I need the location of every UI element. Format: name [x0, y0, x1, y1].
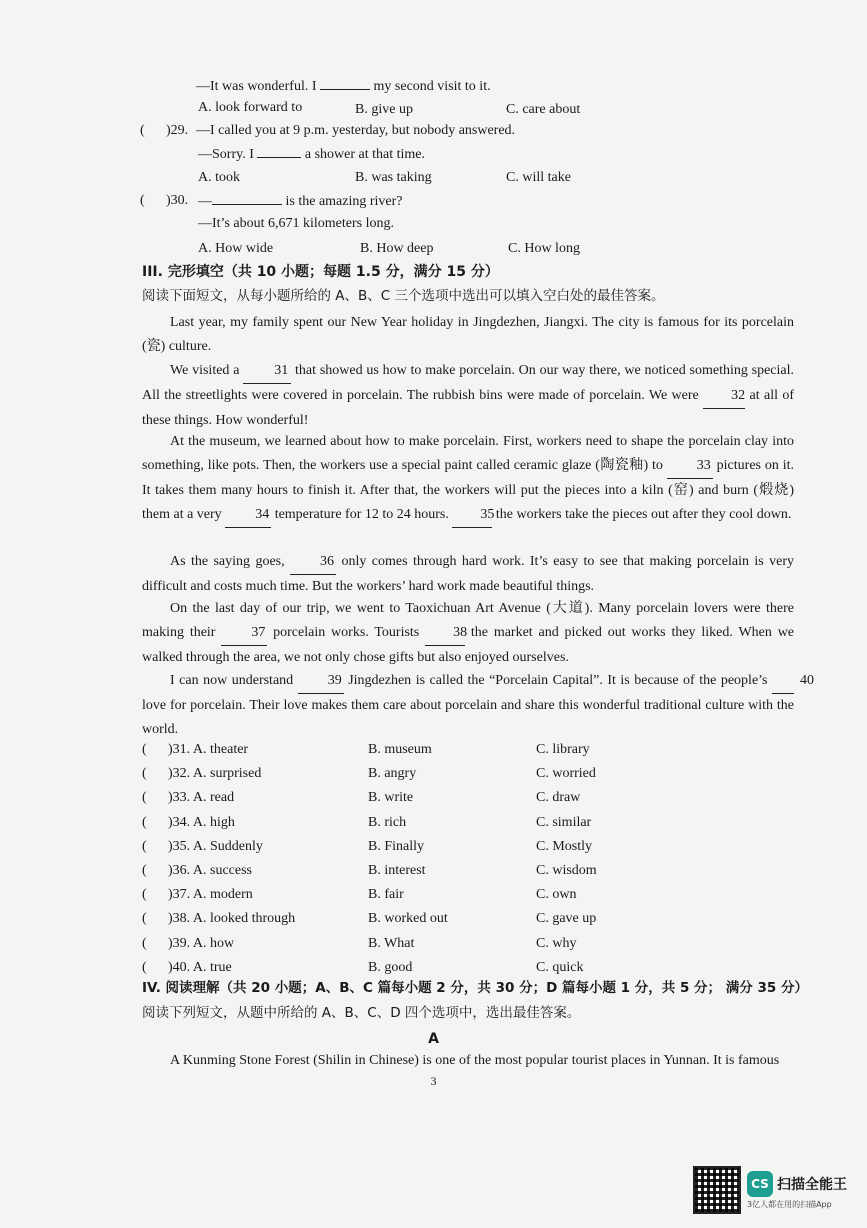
- option-row-paren: (: [142, 936, 147, 951]
- option-row-c: C. gave up: [536, 911, 597, 926]
- p6-c: love for porcelain. Their love makes them care about porcelain and share this wonderful traditional culture with the world.: [142, 698, 794, 737]
- q29-number: )29.: [166, 123, 189, 138]
- q30-option-b: B. How deep: [360, 241, 434, 256]
- option-row-b: B. museum: [368, 742, 432, 757]
- scanner-tagline: 3亿人都在用的扫描App: [747, 1199, 832, 1209]
- q30-paren: (: [140, 193, 145, 208]
- blank-31: 31: [243, 359, 291, 384]
- option-row-a: )35. A. Suddenly: [168, 839, 263, 854]
- option-row-c: C. worried: [536, 766, 596, 781]
- q30-number: )30.: [166, 193, 189, 208]
- option-row-a: )37. A. modern: [168, 887, 253, 902]
- passage-p2: [142, 359, 794, 433]
- option-row-paren: (: [142, 742, 147, 757]
- q30-blank: [212, 204, 282, 205]
- q29-line2-pre: —Sorry. I: [198, 147, 254, 162]
- q30-option-c: C. How long: [508, 241, 580, 256]
- passage-p5: [142, 597, 794, 670]
- option-row-paren: (: [142, 960, 147, 975]
- option-row-a: )34. A. high: [168, 815, 235, 830]
- q29-paren: (: [140, 123, 145, 138]
- option-row-c: C. similar: [536, 815, 592, 830]
- option-row-a: )36. A. success: [168, 863, 252, 878]
- p3-d: the workers take the pieces out after they cool down.: [495, 507, 792, 522]
- q30-line1: [198, 193, 403, 211]
- section3-instruction: 阅读下面短文，从每小题所给的 A、B、C 三个选项中选出可以填入空白处的最佳答案。: [142, 288, 665, 304]
- p2-a: We visited a: [170, 363, 240, 378]
- option-row-b: B. write: [368, 790, 414, 805]
- passage-a-first-line: A Kunming Stone Forest (Shilin in Chinese) is one of the most popular tourist places in Yunnan. It is famous: [170, 1053, 780, 1068]
- q28-blank: [320, 89, 370, 90]
- p5-b: porcelain works. Tourists: [273, 625, 420, 640]
- option-row-a: )40. A. true: [168, 960, 232, 975]
- blank-39: 39: [298, 669, 344, 694]
- cs-logo-icon: CS: [747, 1171, 773, 1197]
- page-number: 3: [430, 1074, 437, 1088]
- q30-line1-post: is the amazing river?: [285, 194, 403, 209]
- option-row-b: B. good: [368, 960, 413, 975]
- scanner-brand-block: [747, 1171, 847, 1210]
- section4-instruction: 阅读下列短文，从题中所给的 A、B、C、D 四个选项中，选出最佳答案。: [142, 1005, 581, 1021]
- q29-option-a: A. took: [198, 170, 240, 185]
- scanner-brand-name: 扫描全能王: [777, 1176, 847, 1193]
- option-row-c: C. Mostly: [536, 839, 593, 854]
- option-row-paren: (: [142, 839, 147, 854]
- option-row-b: B. angry: [368, 766, 417, 781]
- option-row-b: B. What: [368, 936, 415, 951]
- q28-option-a: A. look forward to: [198, 100, 303, 115]
- passage-p3: [142, 430, 794, 528]
- scanner-watermark: [693, 1166, 847, 1214]
- q28-dialogue: [196, 78, 491, 96]
- passage-p1-text: Last year, my family spent our New Year holiday in Jingdezhen, Jiangxi. The city is famous for its porcelain (瓷) culture.: [142, 315, 794, 354]
- option-row-paren: (: [142, 790, 147, 805]
- option-row-c: C. wisdom: [536, 863, 597, 878]
- option-row-b: B. Finally: [368, 839, 425, 854]
- blank-38: 38: [425, 621, 465, 646]
- q29-line1: —I called you at 9 p.m. yesterday, but nobody answered.: [196, 123, 516, 138]
- p5-a: On the last day of our trip, we went to Taoxichuan Art Avenue (大道). Many porcelain lovers were there making their: [142, 601, 794, 640]
- option-row-a: )31. A. theater: [168, 742, 249, 757]
- option-row-paren: (: [142, 887, 147, 902]
- q29-option-c: C. will take: [506, 170, 571, 185]
- section3-heading: III. 完形填空（共 10 小题；每题 1.5 分，满分 15 分）: [142, 264, 499, 280]
- option-row-paren: (: [142, 766, 147, 781]
- blank-35: 35: [452, 503, 492, 528]
- p4-b: only comes through hard work. It’s easy to see that making porcelain is very difficult and costs much time. But the workers’ hard work made beautiful things.: [142, 554, 795, 594]
- option-row-paren: (: [142, 863, 147, 878]
- p3-b: pictures on it. It takes them many hours to finish it. After that, the workers will put the pieces into a kiln (窑) and burn (煅烧) them at a very: [142, 458, 795, 522]
- q30-line2: —It’s about 6,671 kilometers long.: [198, 216, 394, 231]
- q29-blank: [257, 157, 301, 158]
- q29-option-b: B. was taking: [355, 170, 432, 185]
- passage-p4: [142, 550, 794, 599]
- blank-37: 37: [221, 621, 267, 646]
- q28-option-b: B. give up: [355, 102, 413, 117]
- option-row-b: B. rich: [368, 815, 407, 830]
- option-row-a: )33. A. read: [168, 790, 235, 805]
- q28-text: —It was wonderful. I: [196, 79, 317, 94]
- section4-heading: IV. 阅读理解（共 20 小题；A、B、C 篇每小题 2 分，共 30 分；D 篇每小题 1 分，共 5 分； 满分 35 分）: [142, 980, 808, 996]
- p4-a: As the saying goes,: [170, 554, 285, 569]
- option-row-b: B. interest: [368, 863, 426, 878]
- option-row-b: B. fair: [368, 887, 404, 902]
- passage-a-label: A: [428, 1031, 439, 1047]
- option-row-b: B. worked out: [368, 911, 448, 926]
- option-row-paren: (: [142, 815, 147, 830]
- option-row-c: C. why: [536, 936, 577, 951]
- option-row-paren: (: [142, 911, 147, 926]
- passage-p1: [142, 311, 794, 359]
- qr-code-icon: [693, 1166, 741, 1214]
- passage-p6: [142, 669, 815, 742]
- p6-a: I can now understand: [170, 673, 294, 688]
- option-row-c: C. quick: [536, 960, 584, 975]
- q29-line2-post: a shower at that time.: [304, 147, 426, 162]
- blank-34: 34: [225, 503, 271, 528]
- q30-option-a: A. How wide: [198, 241, 274, 256]
- blank-32: 32: [703, 384, 745, 409]
- option-row-a: )32. A. surprised: [168, 766, 262, 781]
- blank-36: 36: [290, 550, 336, 575]
- option-row-c: C. library: [536, 742, 590, 757]
- p6-b: Jingdezhen is called the “Porcelain Capital”. It is because of the people’s: [348, 673, 768, 688]
- q28-text-after: my second visit to it.: [373, 79, 491, 94]
- option-row-c: C. own: [536, 887, 577, 902]
- q30-line1-pre: —: [198, 194, 212, 209]
- p2-c: at all of these things. How wonderful!: [142, 388, 795, 428]
- p3-c: temperature for 12 to 24 hours.: [274, 507, 449, 522]
- option-row-a: )39. A. how: [168, 936, 235, 951]
- blank-40: 40: [772, 669, 794, 694]
- blank-33: 33: [667, 454, 713, 479]
- q29-line2: [198, 146, 425, 164]
- p5-c: the market and picked out works they liked. When we walked through the area, we not only chose gifts but also enjoyed ourselves.: [142, 625, 795, 665]
- p2-b: that showed us how to make porcelain. On our way there, we noticed something special. All the streetlights were covered in porcelain. The rubbish bins were made of porcelain. We were: [142, 363, 795, 403]
- option-row-a: )38. A. looked through: [168, 911, 296, 926]
- q28-option-c: C. care about: [506, 102, 581, 117]
- p3-a: At the museum, we learned about how to make porcelain. First, workers need to shape the porcelain clay into something, like pots. Then, the workers use a special paint called ceramic glaze (陶瓷釉) to: [142, 434, 794, 473]
- option-row-c: C. draw: [536, 790, 581, 805]
